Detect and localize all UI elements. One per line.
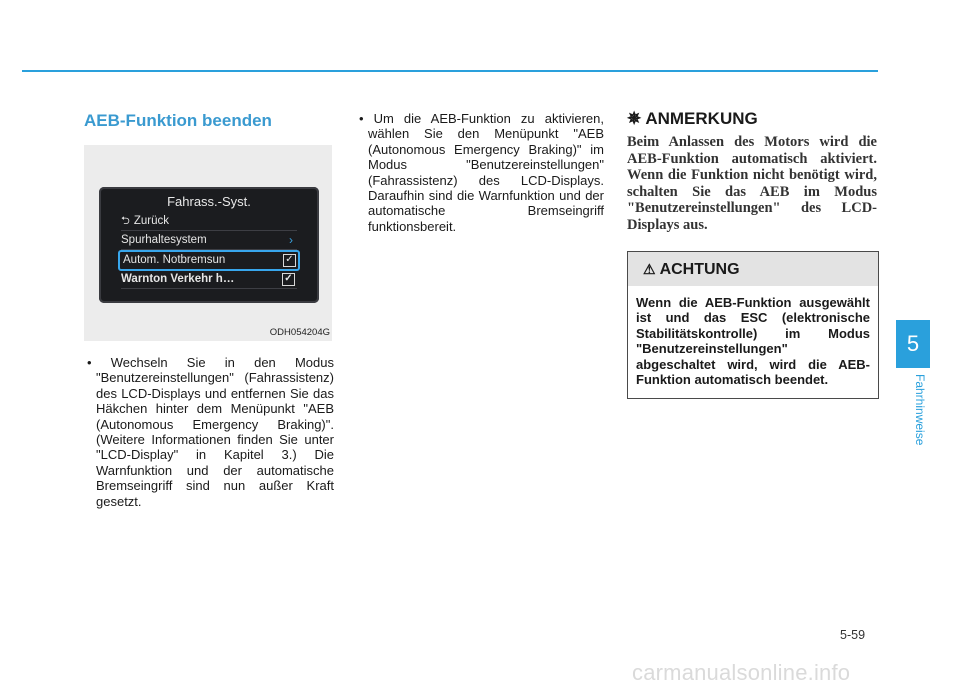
caution-text: Wenn die AEB-Funktion ausgewählt ist und das ESC (elektronische Stabilitätskontrolle) im Modus "Benutzereinstellungen" abgeschaltet wird, wird die AEB-Funktion automatisch beendet. (636, 295, 870, 388)
chevron-right-icon: › (289, 233, 293, 247)
section-title: AEB-Funktion beenden (84, 111, 272, 130)
lcd-title: Fahrass.-Syst. (167, 194, 251, 209)
lcd-back-label: Zurück (133, 215, 169, 227)
figure (84, 145, 332, 341)
lcd-item-label: Warnton Verkehr h… (121, 273, 235, 285)
right-column (627, 109, 877, 399)
bullet-activate: • Um die AEB-Funktion zu aktivieren, wählen Sie den Menüpunkt "AEB (Autonomous Emergency Braking)" im Modus "Benutzereinstellungen" (Fahrassistenz) des LCD-Displays. Daraufhin sind die Warnfunktion und der automatische Bremseingriff funktionsbereit. (359, 111, 604, 234)
page-number: 5-59 (840, 628, 866, 642)
lcd-item-lane-keeping (121, 232, 297, 250)
warning-triangle-icon: ⚠ (643, 261, 656, 277)
lcd-item-traffic-warning (121, 271, 297, 289)
lcd-back-row (121, 213, 297, 231)
lcd-display (99, 187, 319, 303)
caution-box (627, 251, 879, 399)
top-rule (22, 70, 878, 72)
caution-heading: ACHTUNG (659, 261, 740, 278)
chapter-label: Fahrhinweise (913, 374, 927, 446)
middle-column (356, 111, 604, 234)
note-text: Beim Anlassen des Motors wird die AEB-Funktion automatisch aktiviert. Wenn die Funktion nicht benötigt wird, schalten Sie das AEB im Modus "Benutzereinstellungen" des LCD-Displays aus. (627, 134, 877, 233)
checkbox-checked-icon: ✓ (283, 254, 296, 267)
checkbox-checked-icon: ✓ (282, 273, 295, 286)
left-column (84, 106, 334, 509)
caution-header (628, 252, 878, 286)
lcd-item-auto-emergency-brake (118, 250, 300, 271)
chapter-tab: 5 (896, 320, 930, 368)
lcd-item-label: Autom. Notbremsun (123, 254, 226, 266)
bullet-deactivate: • Wechseln Sie in den Modus "Benutzereinstellungen" (Fahrassistenz) des LCD-Displays und entfernen Sie das Häkchen hinter dem Menüpunkt "AEB (Autonomous Emergency Braking)". (Weitere Informationen finden Sie unter "LCD-Display" in Kapitel 3.) Die Warnfunktion und der automatische Bremseingriff sind nun außer Kraft gesetzt. (87, 355, 334, 509)
figure-code: ODH054204G (269, 327, 330, 338)
back-arrow-icon: ⮌ (121, 215, 130, 227)
lcd-item-label: Spurhaltesystem (121, 234, 207, 246)
watermark: carmanualsonline.info (632, 660, 851, 685)
note-heading: ✵ ANMERKUNG (627, 109, 758, 128)
